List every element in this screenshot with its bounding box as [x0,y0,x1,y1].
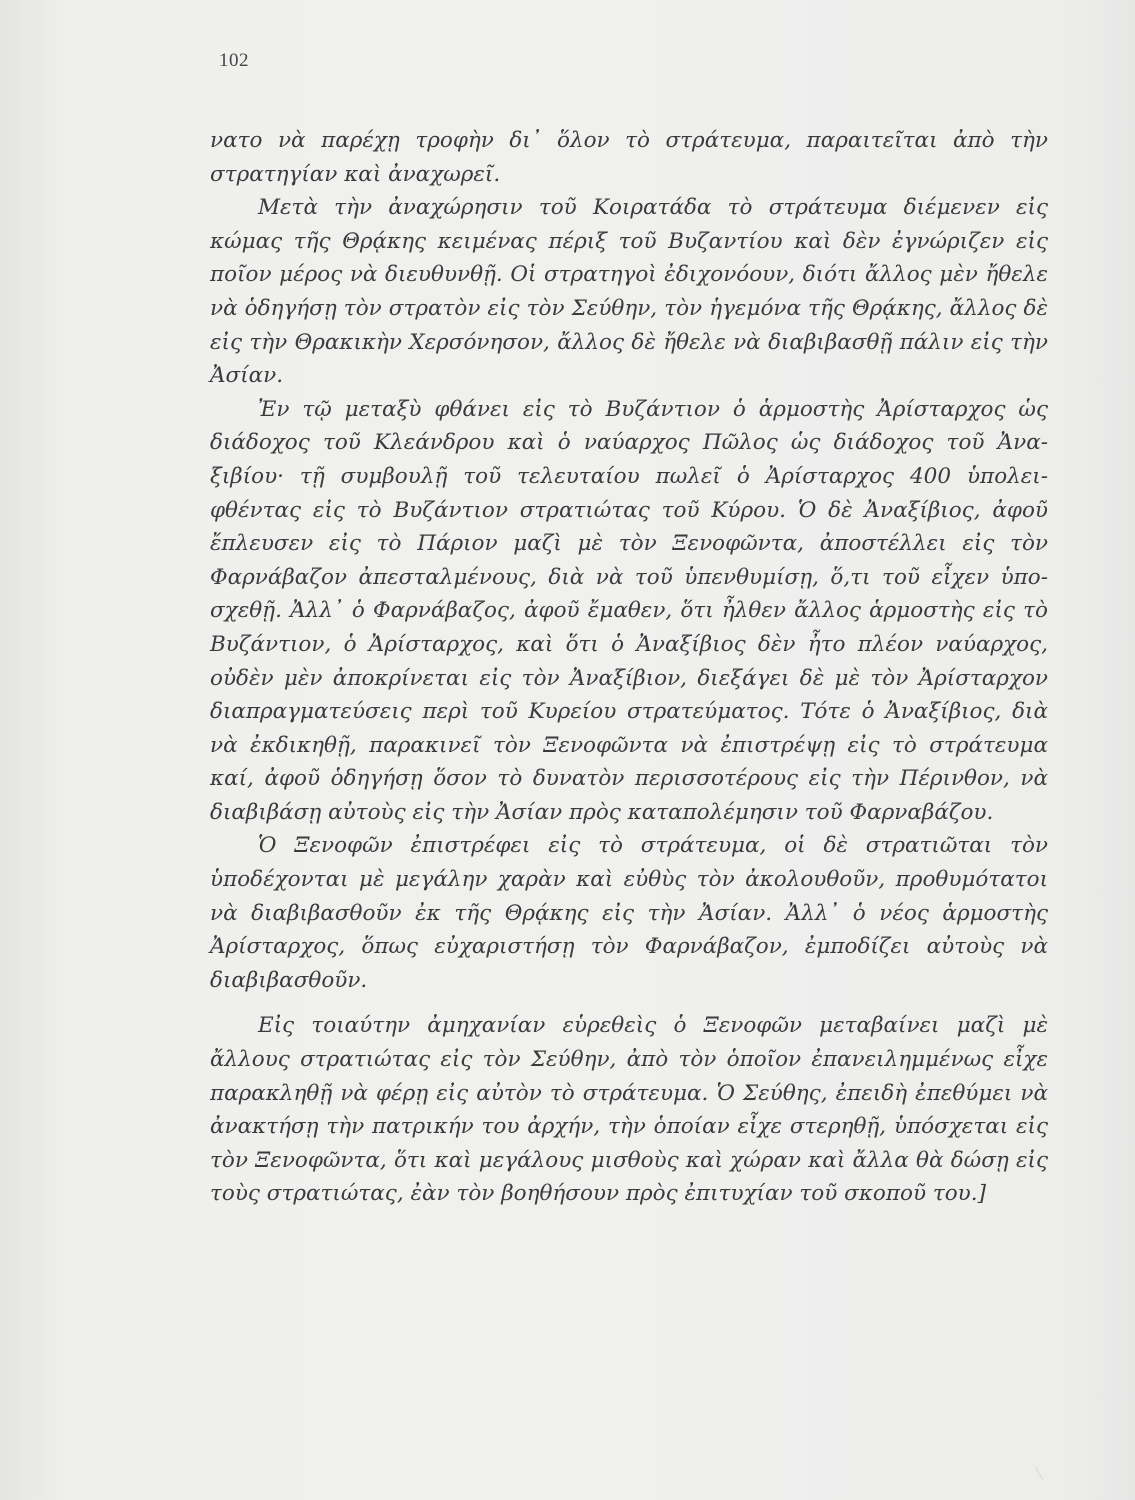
paragraph-2: Μετὰ τὴν ἀναχώρησιν τοῦ Κοιρατάδα τὸ στράτευμα διέμενεν εἰς κώμας τῆς Θρᾴκης κειμένας πέριξ τοῦ Βυζαντίου καὶ δὲν ἐγνώριζεν εἰς ποῖον μέρος νὰ διευθυνθῇ. Οἱ στρατηγοὶ ἐδιχονόουν, διότι ἄλλος μὲν ἤθελε νὰ ὁδηγήσῃ τὸν στρατὸν εἰς τὸν Σεύθην, τὸν ἡγεμόνα τῆς Θρᾴκης, ἄλλος δὲ εἰς τὴν Θρακικὴν Χερσόνησον, ἄλλος δὲ ἤθελε νὰ διαβιβασθῇ πάλιν εἰς τὴν Ἀσίαν. [210,195,1048,389]
page-number: 102 [219,50,249,71]
paragraph-3: Ἐν τῷ μεταξὺ φθάνει εἰς τὸ Βυζάντιον ὁ ἁρμοστὴς Ἀρίσταρχος ὡς διάδοχος τοῦ Κλεάνδρου καὶ ὁ ναύαρχος Πῶλος ὡς διάδοχος τοῦ Ἀναξιβίου· τῇ συμβουλῇ τοῦ τελευταίου πωλεῖ ὁ Ἀρίσταρχος 400 ὑπολειφθέντας εἰς τὸ Βυζάντιον στρατιώτας τοῦ Κύρου. Ὁ δὲ Ἀναξίβιος, ἀφοῦ ἔπλευσεν εἰς τὸ Πάριον μαζὶ μὲ τὸν Ξενοφῶντα, ἀποστέλλει εἰς τὸν Φαρνάβαζον ἀπεσταλμένους, διὰ νὰ τοῦ ὑπενθυμίσῃ, ὅ,τι τοῦ εἶχεν ὑποσχεθῇ. Ἀλλ᾽ ὁ Φαρνάβαζος, ἀφοῦ ἔμαθεν, ὅτι ἦλθεν ἄλλος ἁρμοστὴς εἰς τὸ Βυζάντιον, ὁ Ἀρίσταρχος, καὶ ὅτι ὁ Ἀναξίβιος δὲν ἦτο πλέον ναύαρχος, οὐδὲν μὲν ἀποκρίνεται εἰς τὸν Ἀναξίβιον, διεξάγει δὲ μὲ τὸν Ἀρίσταρχον διαπραγματεύσεις περὶ τοῦ Κυρείου στρατεύματος. Τότε ὁ Ἀναξίβιος, διὰ νὰ ἐκδικηθῇ, παρακινεῖ τὸν Ξενοφῶντα νὰ ἐπιστρέψῃ εἰς τὸ στράτευμα καί, ἀφοῦ ὁδηγήσῃ ὅσον τὸ δυνατὸν περισσοτέρους εἰς τὴν Πέρινθον, νὰ διαβιβάσῃ αὐτοὺς εἰς τὴν Ἀσίαν πρὸς καταπολέμησιν τοῦ Φαρναβάζου. [210,396,1048,825]
paragraph-5: Εἰς τοιαύτην ἀμηχανίαν εὑρεθεὶς ὁ Ξενοφῶν μεταβαίνει μαζὶ μὲ ἄλλους στρατιώτας εἰς τὸν Σεύθην, ἀπὸ τὸν ὁποῖον ἐπανειλημμένως εἶχε παρακληθῇ νὰ φέρῃ εἰς αὐτὸν τὸ στράτευμα. Ὁ Σεύθης, ἐπειδὴ ἐπεθύμει νὰ ἀνακτήσῃ τὴν πατρικήν του ἀρχήν, τὴν ὁποίαν εἶχε στερηθῇ, ὑπόσχεται εἰς τὸν Ξενοφῶντα, ὅτι καὶ μεγάλους μισθοὺς καὶ χώραν καὶ ἄλλα θὰ δώσῃ εἰς τοὺς στρατιώτας, ἐὰν τὸν βοηθήσουν πρὸς ἐπιτυχίαν τοῦ σκοποῦ του.] [210,1013,1048,1207]
paragraph-1: νατο νὰ παρέχῃ τροφὴν δι᾽ ὅλον τὸ στράτευμα, παραιτεῖται ἀπὸ τὴν στρατηγίαν καὶ ἀναχωρεῖ. [210,128,1048,187]
body-text [210,124,1048,1211]
paragraph-4: Ὁ Ξενοφῶν ἐπιστρέφει εἰς τὸ στράτευμα, οἱ δὲ στρατιῶται τὸν ὑποδέχονται μὲ μεγάλην χαρὰν καὶ εὐθὺς τὸν ἀκολουθοῦν, προθυμότατοι νὰ διαβιβασθοῦν ἐκ τῆς Θρᾴκης εἰς τὴν Ἀσίαν. Ἀλλ᾽ ὁ νέος ἁρμοστὴς Ἀρίσταρχος, ὅπως εὐχαριστήσῃ τὸν Φαρνάβαζον, ἐμποδίζει αὐτοὺς νὰ διαβιβασθοῦν. [210,833,1048,993]
page-mark [1035,1462,1052,1480]
